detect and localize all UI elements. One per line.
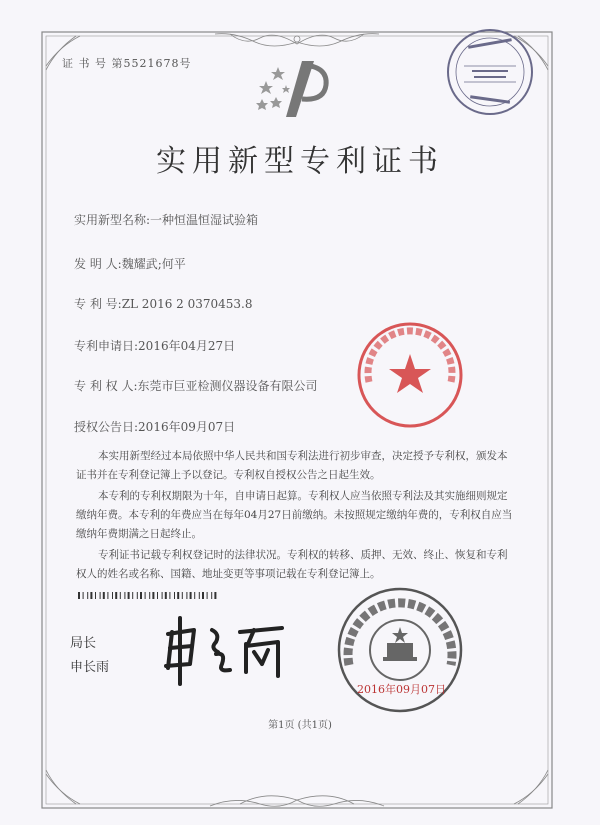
certificate-title: 实用新型专利证书 [156, 144, 444, 179]
field-label: 专 利 号: [74, 297, 122, 311]
field-value: 一种恒温恒湿试验箱 [150, 213, 259, 227]
field-value: 2016年09月07日 [138, 420, 236, 434]
field-inventors [74, 255, 186, 272]
paragraph: 专利证书记载专利权登记时的法律状况。专利权的转移、质押、无效、终止、恢复和专利权人的姓名或名称、国籍、地址变更等事项记载在专利登记簿上。 [76, 549, 508, 580]
field-patent-number [74, 295, 253, 312]
page-number: 第1页 (共1页) [268, 720, 332, 731]
field-label: 实用新型名称: [74, 213, 151, 227]
field-label: 发 明 人: [74, 257, 122, 271]
signer-title: 局长 [70, 636, 97, 651]
field-value: 东莞市巨亚检测仪器设备有限公司 [137, 379, 318, 393]
field-label: 专 利 权 人: [74, 379, 138, 393]
company-seal [355, 320, 465, 430]
field-label: 授权公告日: [74, 420, 139, 434]
field-application-date [74, 337, 235, 354]
paragraph: 本专利的专利权期限为十年，自申请日起算。专利权人应当依照专利法及其实施细则规定缴纳年费。本专利的年费应当在每年04月27日前缴纳。未按照规定缴纳年费的，专利权自应当缴纳年费期满之日起终止。 [76, 490, 513, 540]
signer-name: 申长雨 [70, 660, 110, 675]
field-value: 魏耀武;何平 [121, 257, 186, 271]
handwritten-signature [150, 610, 295, 690]
seal-date: 2016年09月07日 [357, 683, 446, 696]
top-right-seal [444, 26, 536, 118]
field-patentee [74, 377, 318, 394]
certificate-number: 证 书 号 第5521678号 [62, 57, 192, 70]
field-value: ZL 2016 2 0370453.8 [121, 297, 253, 311]
field-value: 2016年04月27日 [138, 339, 236, 353]
barcode [78, 592, 218, 599]
field-label: 专利申请日: [74, 339, 139, 353]
field-grant-date [74, 418, 235, 435]
paragraph: 本实用新型经过本局依照中华人民共和国专利法进行初步审查，决定授予专利权，颁发本证书并在专利登记簿上予以登记。专利权自授权公告之日起生效。 [76, 450, 508, 481]
field-name [74, 211, 258, 228]
legal-text [76, 447, 516, 586]
patent-office-logo-icon [252, 55, 332, 125]
